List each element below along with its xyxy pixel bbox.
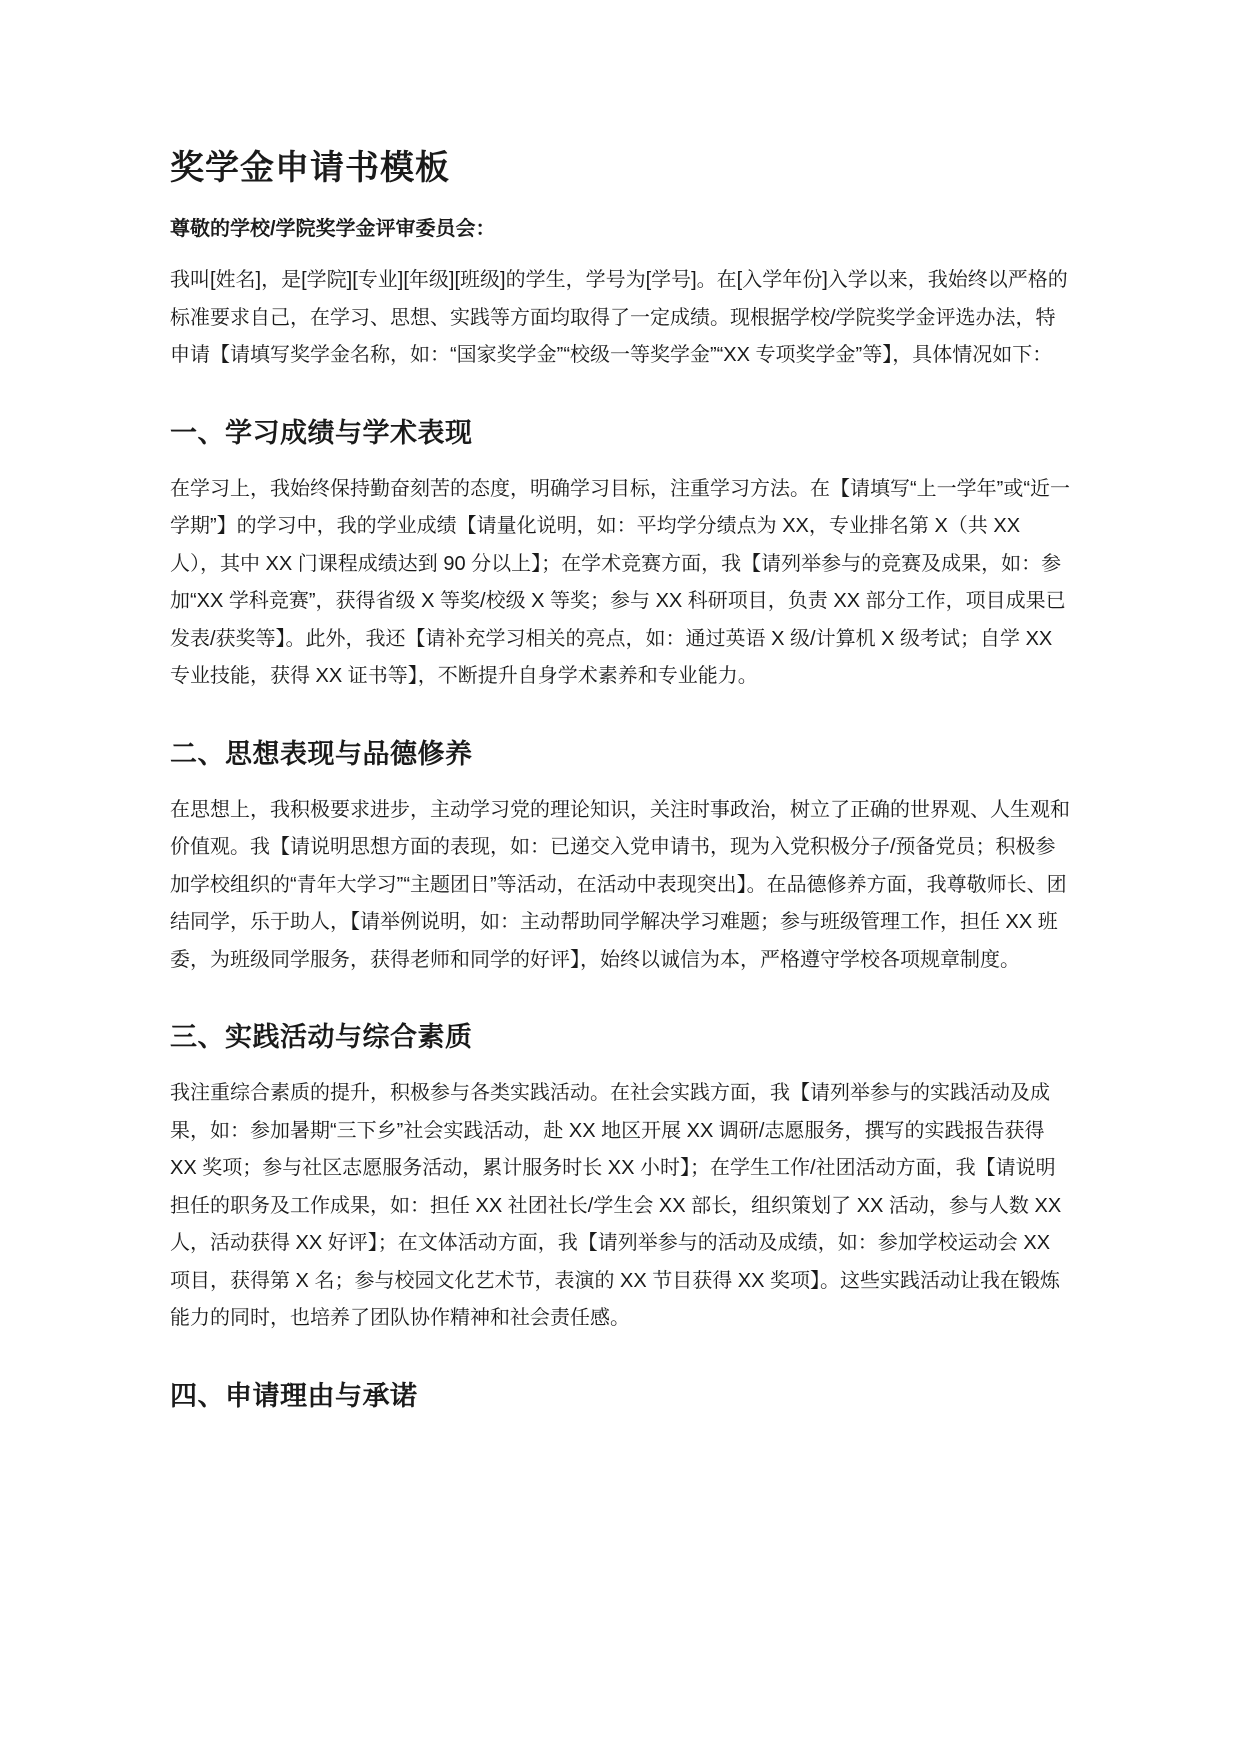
salutation-line: 尊敬的学校/学院奖学金评审委员会： xyxy=(170,218,496,240)
page-title: 奖学金申请书模板 xyxy=(170,149,450,187)
section-2-paragraph: 在思想上，我积极要求进步，主动学习党的理论知识，关注时事政治，树立了正确的世界观、人生观和价值观。我【请说明思想方面的表现，如：已递交入党申请书，现为入党积极分子/预备党员；积极参加学校组织的“青年大学习”“主题团日”等活动，在活动中表现突出】。在品德修养方面，我尊敬师长、团结同学，乐于助人，【请举例说明，如：主动帮助同学解决学习难题；参与班级管理工作，担任 XX 班委，为班级同学服务，获得老师和同学的好评】，始终以诚信为本，严格遵守学校各项规章制度。 xyxy=(170,798,1070,971)
document-content xyxy=(170,0,1071,1434)
section-2-heading: 二、思想表现与品德修养 xyxy=(170,738,473,769)
section-4-heading: 四、申请理由与承诺 xyxy=(170,1380,418,1411)
section-3-heading: 三、实践活动与综合素质 xyxy=(170,1022,473,1052)
section-1-paragraph: 在学习上，我始终保持勤奋刻苦的态度，明确学习目标，注重学习方法。在【请填写“上一学年”或“近一学期”】的学习中，我的学业成绩【请量化说明，如：平均学分绩点为 XX，专业排名第 X（共 XX 人），其中 XX 门课程成绩达到 90 分以上】；在学术竞赛方面，我【请列举参与的竞赛及成果，如：参加“XX 学科竞赛”，获得省级 X 等奖/校级 X 等奖；参与 XX 科研项目，负责 XX 部分工作，项目成果已发表/获奖等】。此外，我还【请补充学习相关的亮点，如：通过英语 X 级/计算机 X 级考试；自学 XX 专业技能，获得 XX 证书等】，不断提升自身学术素养和专业能力。 xyxy=(170,477,1070,687)
section-3-paragraph: 我注重综合素质的提升，积极参与各类实践活动。在社会实践方面，我【请列举参与的实践活动及成果，如：参加暑期“三下乡”社会实践活动，赴 XX 地区开展 XX 调研/志愿服务，撰写的实践报告获得 XX 奖项；参与社区志愿服务活动，累计服务时长 XX 小时】；在学生工作/社团活动方面，我【请说明担任的职务及工作成果，如：担任 XX 社团社长/学生会 XX 部长，组织策划了 XX 活动，参与人数 XX 人，活动获得 XX 好评】；在文体活动方面，我【请列举参与的活动及成绩，如：参加学校运动会 XX 项目，获得第 X 名；参与校园文化艺术节，表演的 XX 节目获得 XX 奖项】。这些实践活动让我在锻炼能力的同时，也培养了团队协作精神和社会责任感。 xyxy=(170,1082,1062,1329)
section-1-heading: 一、学习成绩与学术表现 xyxy=(170,417,473,448)
intro-paragraph: 我叫[姓名]，是[学院][专业][年级][班级]的学生，学号为[学号]。在[入学年份]入学以来，我始终以严格的标准要求自己，在学习、思想、实践等方面均取得了一定成绩。现根据学校/学院奖学金评选办法，特申请【请填写奖学金名称，如：“国家奖学金”“校级一等奖学金”“XX 专项奖学金”等】，具体情况如下： xyxy=(170,269,1068,366)
